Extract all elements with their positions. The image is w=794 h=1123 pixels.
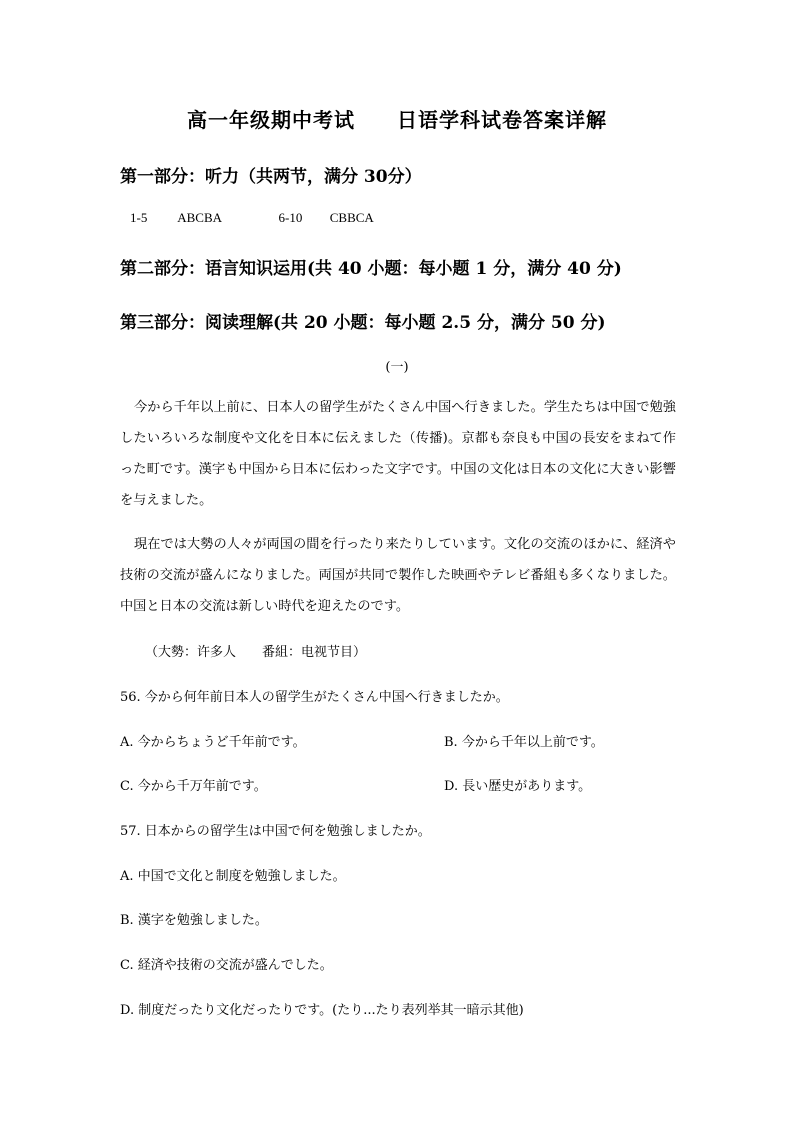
question-56-option-d: D. 長い歴史があります。 bbox=[444, 779, 592, 794]
question-56: 56. 今から何年前日本人の留学生がたくさん中国へ行きましたか。 bbox=[120, 690, 509, 705]
question-56-option-a: A. 今からちょうど千年前です。 bbox=[120, 735, 306, 750]
question-57-option-b: B. 漢字を勉強しました。 bbox=[120, 913, 268, 928]
question-57-option-a: A. 中国で文化と制度を勉強しました。 bbox=[120, 869, 346, 884]
reading-paragraph-2: 現在では大勢の人々が両国の間を行ったり来たりしています。文化の交流のほかに、経済や技術の交流が盛んになりました。両国が共同で製作した映画やテレビ番組も多くなりました。中国と日本の交流は新しい時代を迎えたのです。 bbox=[120, 537, 676, 614]
answer-range: 6-10 bbox=[278, 210, 303, 225]
listening-answer-key bbox=[130, 210, 374, 226]
question-57-option-c: C. 経済や技術の交流が盛んでした。 bbox=[120, 958, 333, 973]
part2-heading: 第二部分：语言知识运用(共 40 小题：每小题 1 分，满分 40 分) bbox=[120, 259, 622, 279]
answer-key: ABCBA bbox=[177, 210, 223, 225]
page-title: 高一年级期中考试 日语学科试卷答案详解 bbox=[187, 108, 607, 132]
question-56-option-c: C. 今から千万年前です。 bbox=[120, 779, 267, 794]
part3-heading: 第三部分：阅读理解(共 20 小题：每小题 2.5 分，满分 50 分) bbox=[120, 313, 606, 333]
question-56-option-b: B. 今から千年以上前です。 bbox=[444, 735, 604, 750]
question-57: 57. 日本からの留学生は中国で何を勉強しましたか。 bbox=[120, 824, 431, 839]
part1-heading: 第一部分：听力（共两节，满分 30分） bbox=[120, 167, 422, 187]
section-label: (一) bbox=[385, 360, 409, 375]
reading-paragraph-1: 今から千年以上前に、日本人の留学生がたくさん中国へ行きました。学生たちは中国で勉強したいろいろな制度や文化を日本に伝えました（传播)。京都も奈良も中国の長安をまねて作った町です。漢字も中国から日本に伝わった文字です。中国の文化は日本の文化に大きい影響を与えました。 bbox=[120, 400, 676, 508]
answer-range: 1-5 bbox=[130, 210, 148, 225]
question-57-option-d: D. 制度だったり文化だったりです。(たり...たり表列举其一暗示其他) bbox=[120, 1003, 524, 1018]
vocabulary-note: （大勢：许多人 番組：电视节目） bbox=[145, 645, 367, 660]
answer-key: CBBCA bbox=[329, 210, 374, 225]
